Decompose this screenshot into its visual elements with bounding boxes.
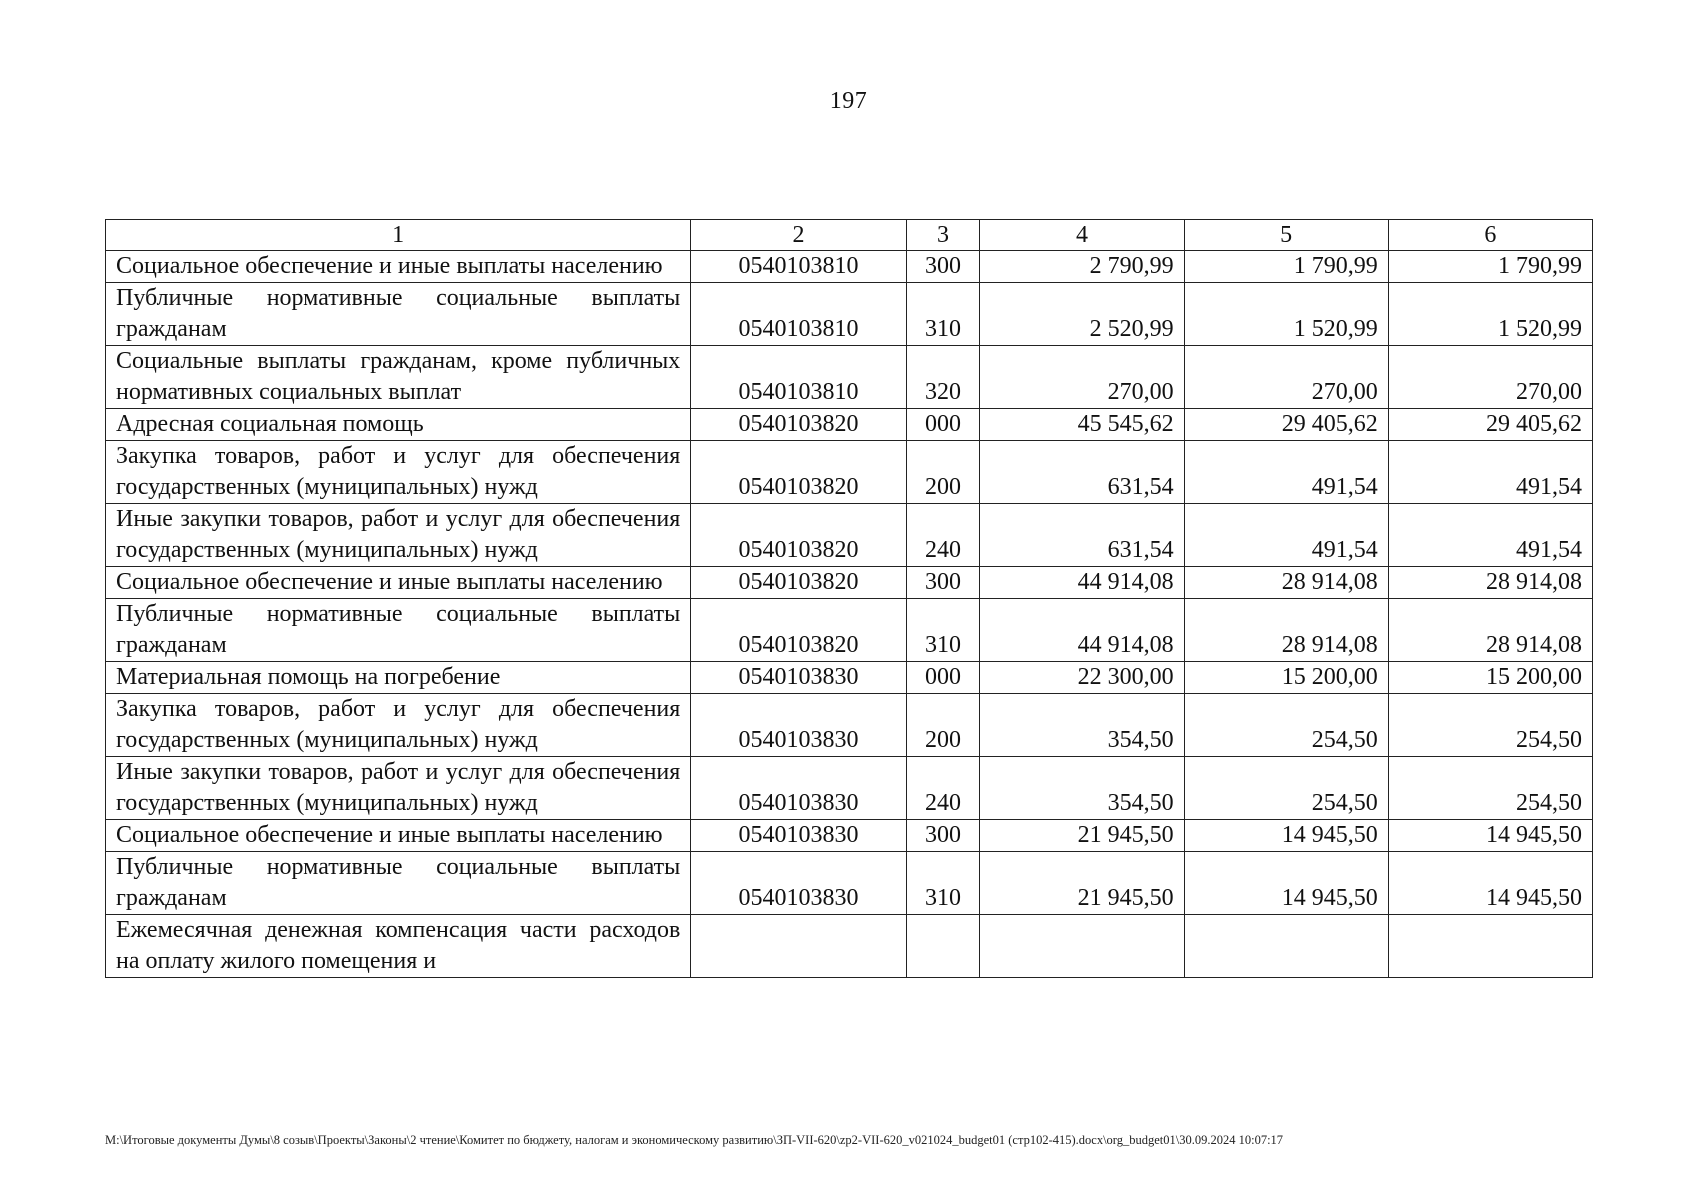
row-expense-type: 310	[906, 283, 980, 346]
row-value-col6: 28 914,08	[1388, 567, 1592, 599]
row-name: Социальное обеспечение и иные выплаты населению	[106, 251, 691, 283]
table-row	[106, 409, 1593, 441]
row-value-col4: 22 300,00	[980, 662, 1184, 694]
row-name: Иные закупки товаров, работ и услуг для обеспечения государственных (муниципальных) нужд	[106, 757, 691, 820]
row-expense-type: 200	[906, 694, 980, 757]
footer-file-path: M:\Итоговые документы Думы\8 созыв\Проекты\Законы\2 чтение\Комитет по бюджету, налогам и экономическому развитию\ЗП-VII-620\zp2-VII-620_v021024_budget01 (стр102-415).docx\org_budget01\30.09.2024 10:07:17	[105, 1133, 1284, 1147]
row-target-code: 0540103830	[691, 757, 906, 820]
row-target-code: 0540103830	[691, 852, 906, 915]
header-row	[106, 220, 1593, 251]
row-value-col4: 270,00	[980, 346, 1184, 409]
row-expense-type: 310	[906, 852, 980, 915]
row-value-col4: 45 545,62	[980, 409, 1184, 441]
row-value-col6: 491,54	[1388, 504, 1592, 567]
header-col-1: 1	[106, 220, 691, 251]
row-value-col5: 28 914,08	[1184, 599, 1388, 662]
row-value-col6: 254,50	[1388, 757, 1592, 820]
row-value-col5: 491,54	[1184, 504, 1388, 567]
row-value-col6: 1 790,99	[1388, 251, 1592, 283]
header-col-6: 6	[1388, 220, 1592, 251]
table-row	[106, 251, 1593, 283]
row-expense-type	[906, 915, 980, 978]
header-col-5: 5	[1184, 220, 1388, 251]
row-target-code: 0540103820	[691, 409, 906, 441]
table-body	[106, 251, 1593, 978]
row-value-col4: 21 945,50	[980, 820, 1184, 852]
row-value-col6: 15 200,00	[1388, 662, 1592, 694]
row-value-col5: 28 914,08	[1184, 567, 1388, 599]
row-value-col4	[980, 915, 1184, 978]
table-row	[106, 346, 1593, 409]
table-row	[106, 599, 1593, 662]
row-value-col5: 29 405,62	[1184, 409, 1388, 441]
page-number: 197	[829, 88, 868, 114]
row-value-col5: 1 790,99	[1184, 251, 1388, 283]
row-target-code: 0540103810	[691, 283, 906, 346]
row-value-col5: 14 945,50	[1184, 820, 1388, 852]
row-name: Публичные нормативные социальные выплаты гражданам	[106, 599, 691, 662]
row-value-col6: 14 945,50	[1388, 820, 1592, 852]
row-value-col4: 2 790,99	[980, 251, 1184, 283]
row-name: Закупка товаров, работ и услуг для обеспечения государственных (муниципальных) нужд	[106, 694, 691, 757]
row-name: Публичные нормативные социальные выплаты гражданам	[106, 283, 691, 346]
row-expense-type: 200	[906, 441, 980, 504]
row-value-col5: 270,00	[1184, 346, 1388, 409]
row-value-col5	[1184, 915, 1388, 978]
row-expense-type: 310	[906, 599, 980, 662]
row-value-col4: 2 520,99	[980, 283, 1184, 346]
row-value-col4: 631,54	[980, 441, 1184, 504]
row-value-col5: 15 200,00	[1184, 662, 1388, 694]
row-expense-type: 240	[906, 757, 980, 820]
row-expense-type: 000	[906, 662, 980, 694]
table-row	[106, 915, 1593, 978]
row-value-col6: 254,50	[1388, 694, 1592, 757]
row-target-code: 0540103830	[691, 694, 906, 757]
row-value-col6: 28 914,08	[1388, 599, 1592, 662]
row-name: Иные закупки товаров, работ и услуг для обеспечения государственных (муниципальных) нужд	[106, 504, 691, 567]
table-row	[106, 662, 1593, 694]
header-col-2: 2	[691, 220, 906, 251]
table-row	[106, 504, 1593, 567]
table-row	[106, 441, 1593, 504]
row-value-col6: 29 405,62	[1388, 409, 1592, 441]
row-value-col5: 1 520,99	[1184, 283, 1388, 346]
row-expense-type: 300	[906, 820, 980, 852]
row-name: Ежемесячная денежная компенсация части расходов на оплату жилого помещения и	[106, 915, 691, 978]
row-name: Материальная помощь на погребение	[106, 662, 691, 694]
header-col-4: 4	[980, 220, 1184, 251]
row-value-col4: 44 914,08	[980, 567, 1184, 599]
table-row	[106, 694, 1593, 757]
row-value-col4: 631,54	[980, 504, 1184, 567]
row-target-code	[691, 915, 906, 978]
row-value-col6: 491,54	[1388, 441, 1592, 504]
row-value-col5: 254,50	[1184, 757, 1388, 820]
row-name: Социальные выплаты гражданам, кроме публичных нормативных социальных выплат	[106, 346, 691, 409]
row-expense-type: 320	[906, 346, 980, 409]
row-target-code: 0540103820	[691, 441, 906, 504]
row-expense-type: 240	[906, 504, 980, 567]
row-value-col4: 354,50	[980, 694, 1184, 757]
row-target-code: 0540103830	[691, 820, 906, 852]
row-value-col4: 44 914,08	[980, 599, 1184, 662]
row-value-col5: 491,54	[1184, 441, 1388, 504]
table-row	[106, 852, 1593, 915]
header-col-3: 3	[906, 220, 980, 251]
row-target-code: 0540103820	[691, 567, 906, 599]
row-name: Публичные нормативные социальные выплаты гражданам	[106, 852, 691, 915]
table-row	[106, 283, 1593, 346]
row-value-col6: 14 945,50	[1388, 852, 1592, 915]
row-value-col6	[1388, 915, 1592, 978]
row-target-code: 0540103810	[691, 346, 906, 409]
row-target-code: 0540103820	[691, 504, 906, 567]
row-value-col5: 254,50	[1184, 694, 1388, 757]
row-expense-type: 300	[906, 567, 980, 599]
budget-table	[105, 219, 1593, 978]
row-value-col6: 270,00	[1388, 346, 1592, 409]
table-row	[106, 757, 1593, 820]
row-target-code: 0540103810	[691, 251, 906, 283]
row-name: Адресная социальная помощь	[106, 409, 691, 441]
row-target-code: 0540103820	[691, 599, 906, 662]
row-value-col4: 21 945,50	[980, 852, 1184, 915]
row-expense-type: 300	[906, 251, 980, 283]
table-row	[106, 567, 1593, 599]
table-header	[106, 220, 1593, 251]
row-target-code: 0540103830	[691, 662, 906, 694]
row-name: Закупка товаров, работ и услуг для обеспечения государственных (муниципальных) нужд	[106, 441, 691, 504]
row-name: Социальное обеспечение и иные выплаты населению	[106, 567, 691, 599]
row-expense-type: 000	[906, 409, 980, 441]
row-value-col4: 354,50	[980, 757, 1184, 820]
row-name: Социальное обеспечение и иные выплаты населению	[106, 820, 691, 852]
row-value-col6: 1 520,99	[1388, 283, 1592, 346]
table-row	[106, 820, 1593, 852]
row-value-col5: 14 945,50	[1184, 852, 1388, 915]
